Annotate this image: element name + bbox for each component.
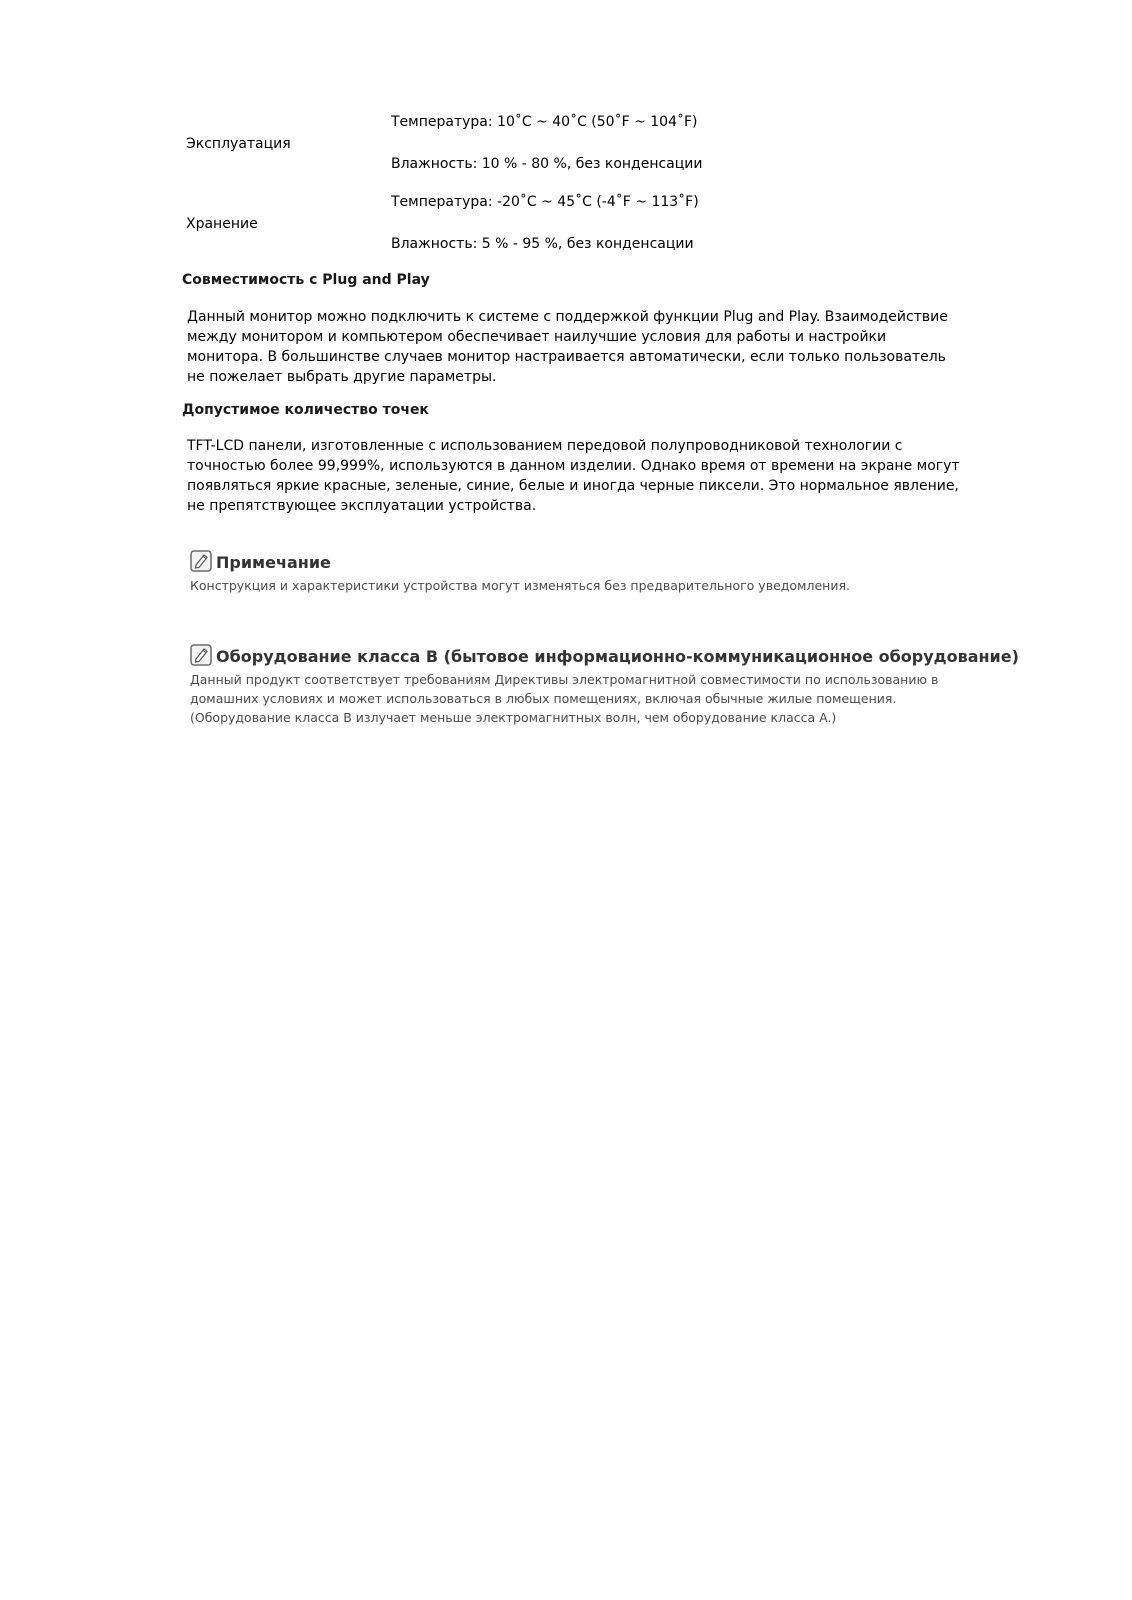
note-block — [190, 546, 970, 595]
note-title-row — [190, 640, 1019, 666]
environment-label: Эксплуатация — [186, 136, 291, 152]
note-text: Конструкция и характеристики устройства могут изменяться без предварительного уведомления. — [190, 578, 850, 593]
note-text: Данный продукт соответствует требованиям Директивы электромагнитной совместимости по использованию в домашних условиях и может использоваться в любых помещениях, включая обычные жилые помещения. (Оборудование класса B излучает меньше электромагнитных волн, чем оборудование класса A.) — [190, 672, 939, 725]
environment-row-storage — [186, 188, 886, 268]
temperature-range: Температура: 10˚C ~ 40˚C (50˚F ~ 104˚F) — [391, 114, 698, 130]
pixels-body: TFT-LCD панели, изготовленные с использованием передовой полупроводниковой технологии с точностью более 99,999%, используются в данном изделии. Однако время от времени на экране могут появляться яркие красные, зеленые, синие, белые и иногда черные пиксели. Это нормальное явление, не препятствующее эксплуатации устройства. — [187, 438, 960, 514]
note-pencil-icon — [190, 550, 212, 572]
note-title-row — [190, 546, 970, 572]
temperature-range: Температура: -20˚C ~ 45˚C (-4˚F ~ 113˚F) — [391, 194, 699, 210]
environment-table — [186, 108, 886, 268]
note-title: Примечание — [216, 553, 331, 572]
class-b-block — [190, 640, 1019, 727]
note-title: Оборудование класса B (бытовое информационно-коммуникационное оборудование) — [216, 647, 1019, 666]
plug-and-play-heading: Совместимость с Plug and Play — [182, 272, 430, 288]
environment-label: Хранение — [186, 216, 258, 232]
pixels-heading: Допустимое количество точек — [182, 402, 429, 418]
note-pencil-icon — [190, 644, 212, 666]
humidity-range: Влажность: 5 % - 95 %, без конденсации — [391, 236, 694, 252]
environment-row-operation — [186, 108, 886, 188]
plug-and-play-body: Данный монитор можно подключить к системе с поддержкой функции Plug and Play. Взаимодействие между монитором и компьютером обеспечивает наилучшие условия для работы и настройки монитора. В большинстве случаев монитор настраивается автоматически, если только пользователь не пожелает выбрать другие параметры. — [187, 309, 948, 385]
humidity-range: Влажность: 10 % - 80 %, без конденсации — [391, 156, 703, 172]
